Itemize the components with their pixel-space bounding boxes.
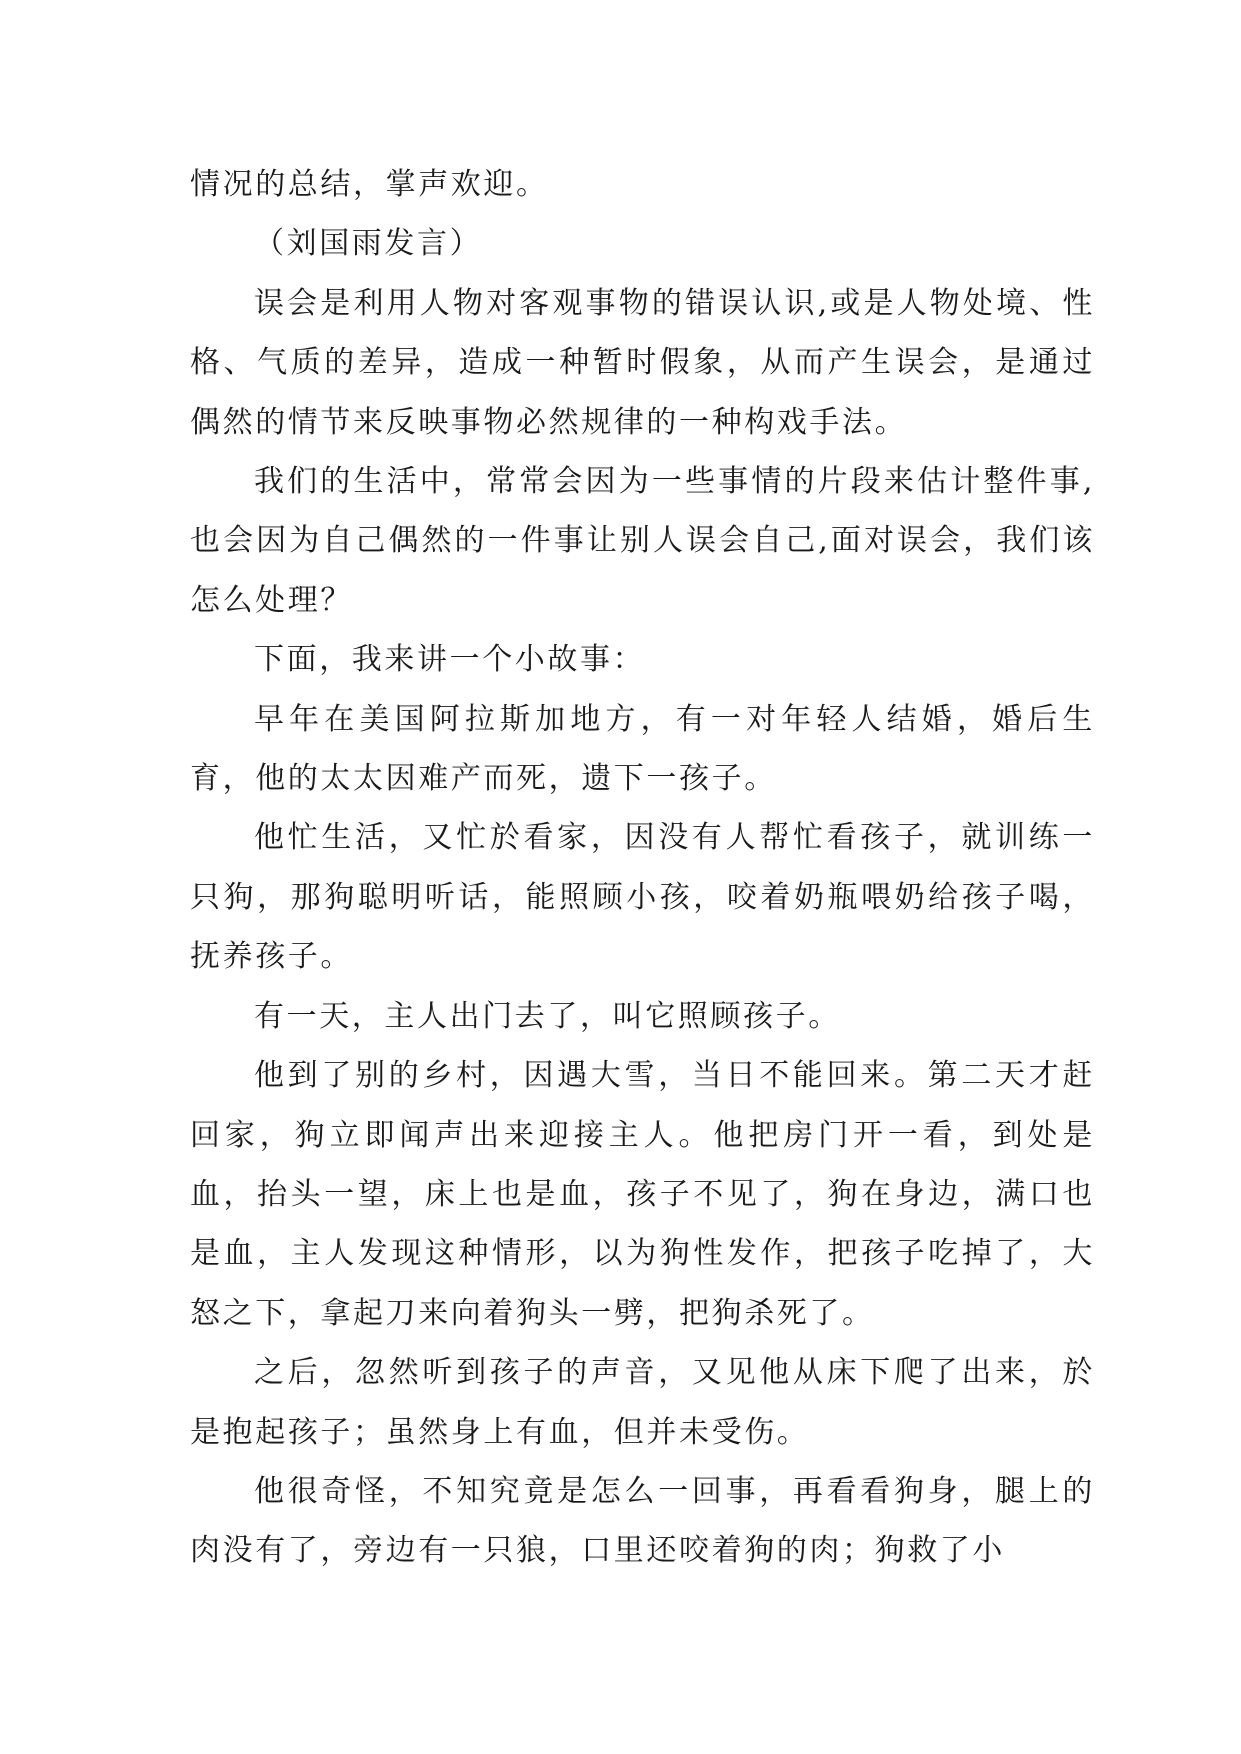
paragraph-question: 我们的生活中，常常会因为一些事情的片段来估计整件事,也会因为自己偶然的一件事让别人误会自己,面对误会，我们该怎么处理？ [190,464,1095,618]
paragraph-story-4: 他到了别的乡村，因遇大雪，当日不能回来。第二天才赶回家，狗立即闻声出来迎接主人。他把房门开一看，到处是血，抬头一望，床上也是血，孩子不见了，狗在身边，满口也是血，主人发现这种情形，以为狗性发作，把孩子吃掉了，大怒之下，拿起刀来向着狗头一劈，把狗杀死了。 [190,1058,1095,1331]
paragraph-definition: 误会是利用人物对客观事物的错误认识,或是人物处境、性格、气质的差异，造成一种暂时假象，从而产生误会，是通过偶然的情节来反映事物必然规律的一种构戏手法。 [190,285,1095,440]
document-body [190,155,1095,1581]
paragraph-story-5: 之后，忽然听到孩子的声音，又见他从床下爬了出来，於是抱起孩子；虽然身上有血，但并未受伤。 [190,1355,1095,1450]
paragraph-story-6: 他很奇怪，不知究竟是怎么一回事，再看看狗身，腿上的肉没有了，旁边有一只狼，口里还咬着狗的肉；狗救了小 [190,1473,1095,1569]
paragraph-story-3: 有一天，主人出门去了，叫它照顾孩子。 [254,998,841,1034]
paragraph-speaker-note: （刘国雨发言） [254,226,483,262]
paragraph-story-intro: 下面，我来讲一个小故事： [254,642,646,678]
paragraph-summary-ending: 情况的总结，掌声欢迎。 [190,167,549,202]
paragraph-story-1: 早年在美国阿拉斯加地方，有一对年轻人结婚，婚后生育，他的太太因难产而死，遗下一孩子。 [190,701,1095,797]
paragraph-story-2: 他忙生活，又忙於看家，因没有人帮忙看孩子，就训练一只狗，那狗聪明听话，能照顾小孩，咬着奶瓶喂奶给孩子喝，抚养孩子。 [190,820,1095,975]
